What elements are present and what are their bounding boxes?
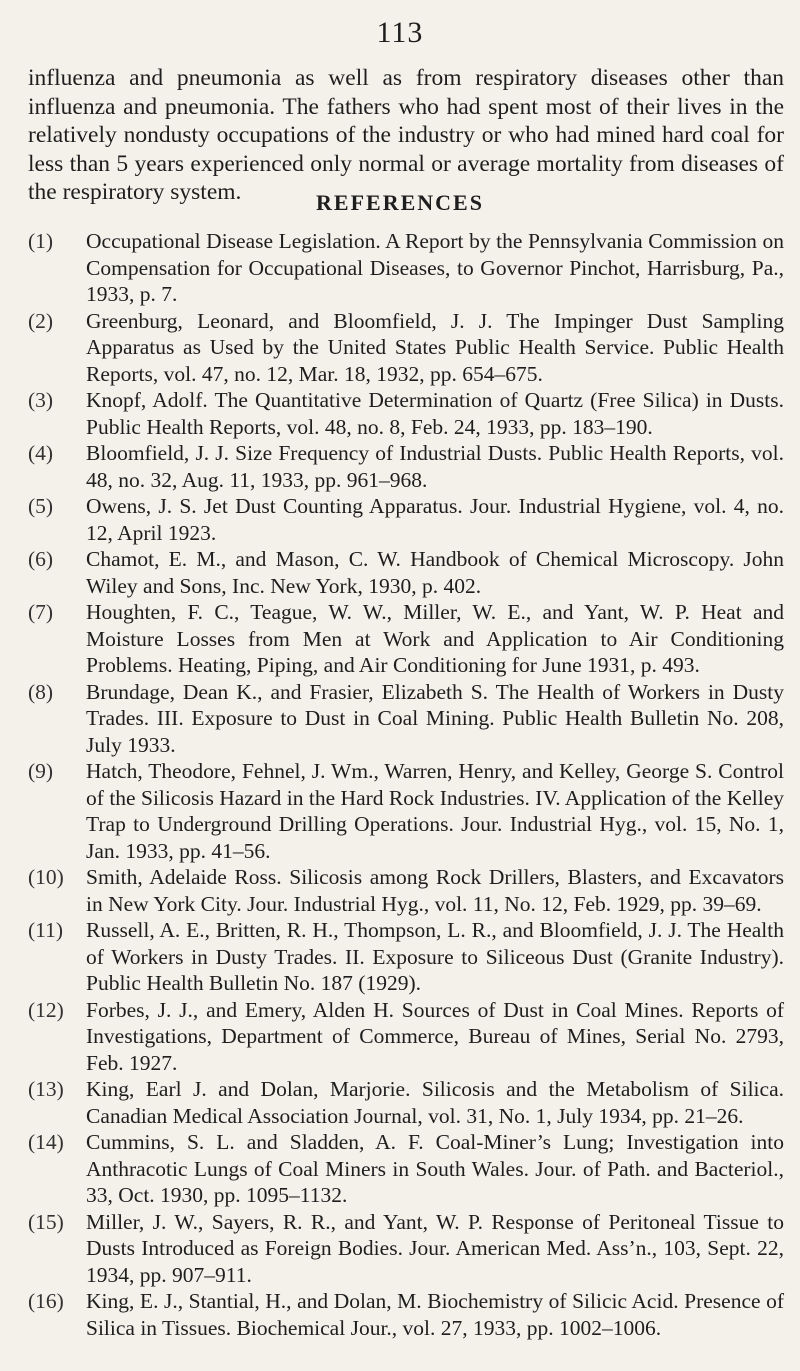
reference-number: (13) bbox=[28, 1077, 64, 1101]
reference-text: Russell, A. E., Britten, R. H., Thompson, L. R., and Bloomfield, J. J. The Health of Workers in Dusty Trades. II. Exposure to Siliceous Dust (Granite Industry). Public Health Bulletin No. 187 (1929). bbox=[86, 918, 784, 995]
reference-number: (16) bbox=[28, 1289, 64, 1313]
reference-item bbox=[28, 1209, 784, 1289]
reference-text: Cummins, S. L. and Sladden, A. F. Coal-Miner’s Lung; Investigation into Anthracotic Lungs of Coal Miners in South Wales. Jour. of Path. and Bacteriol., 33, Oct. 1930, pp. 1095–1132. bbox=[86, 1130, 784, 1207]
reference-item bbox=[28, 599, 784, 679]
reference-number: (1) bbox=[28, 229, 54, 253]
reference-item bbox=[28, 1288, 784, 1341]
reference-number: (2) bbox=[28, 308, 54, 333]
reference-item bbox=[28, 546, 784, 599]
reference-number: (8) bbox=[28, 679, 54, 704]
reference-number: (14) bbox=[28, 1130, 64, 1154]
reference-number: (12) bbox=[28, 997, 64, 1022]
reference-item bbox=[28, 917, 784, 997]
reference-text: Miller, J. W., Sayers, R. R., and Yant, W. P. Response of Peritoneal Tissue to Dusts Introduced as Foreign Bodies. Jour. American Med. Ass’n., 103, Sept. 22, 1934, pp. 907–911. bbox=[86, 1209, 784, 1287]
reference-item bbox=[28, 679, 784, 759]
reference-number: (4) bbox=[28, 441, 54, 465]
reference-text: Hatch, Theodore, Fehnel, J. Wm., Warren, Henry, and Kelley, George S. Control of the Silicosis Hazard in the Hard Rock Industries. IV. Application of the Kelley Trap to Underground Drilling Operations. Jour. Industrial Hyg., vol. 15, No. 1, Jan. 1933, pp. 41–56. bbox=[86, 759, 784, 863]
references-list bbox=[28, 228, 784, 1341]
reference-item bbox=[28, 228, 784, 308]
reference-number: (6) bbox=[28, 547, 54, 571]
reference-number: (11) bbox=[28, 918, 64, 942]
reference-text: Greenburg, Leonard, and Bloomfield, J. J. The Impinger Dust Sampling Apparatus as Used by the United States Public Health Service. Public Health Reports, vol. 47, no. 12, Mar. 18, 1932, pp. 654–675. bbox=[86, 308, 784, 386]
reference-text: Bloomfield, J. J. Size Frequency of Industrial Dusts. Public Health Reports, vol. 48, no. 32, Aug. 11, 1933, pp. 961–968. bbox=[86, 441, 784, 492]
reference-text: Forbes, J. J., and Emery, Alden H. Sources of Dust in Coal Mines. Reports of Investigations, Department of Commerce, Bureau of Mines, Serial No. 2793, Feb. 1927. bbox=[86, 997, 784, 1075]
references-heading: REFERENCES bbox=[316, 190, 484, 215]
reference-text: King, E. J., Stantial, H., and Dolan, M. Biochemistry of Silicic Acid. Presence of Silica in Tissues. Biochemical Jour., vol. 27, 1933, pp. 1002–1006. bbox=[86, 1289, 784, 1340]
reference-item bbox=[28, 1076, 784, 1129]
reference-number: (5) bbox=[28, 494, 54, 518]
reference-number: (3) bbox=[28, 388, 54, 412]
reference-text: King, Earl J. and Dolan, Marjorie. Silicosis and the Metabolism of Silica. Canadian Medical Association Journal, vol. 31, No. 1, July 1934, pp. 21–26. bbox=[86, 1077, 784, 1128]
reference-item bbox=[28, 1129, 784, 1209]
reference-text: Knopf, Adolf. The Quantitative Determination of Quartz (Free Silica) in Dusts. Public Health Reports, vol. 48, no. 8, Feb. 24, 1933, pp. 183–190. bbox=[86, 388, 784, 439]
reference-item bbox=[28, 758, 784, 864]
reference-number: (9) bbox=[28, 759, 54, 783]
reference-number: (7) bbox=[28, 600, 54, 624]
reference-item bbox=[28, 864, 784, 917]
reference-number: (10) bbox=[28, 865, 64, 889]
reference-text: Chamot, E. M., and Mason, C. W. Handbook of Chemical Microscopy. John Wiley and Sons, Inc. New York, 1930, p. 402. bbox=[86, 547, 784, 598]
reference-text: Houghten, F. C., Teague, W. W., Miller, W. E., and Yant, W. P. Heat and Moisture Losses from Men at Work and Application to Air Conditioning Problems. Heating, Piping, and Air Conditioning for June 1931, p. 493. bbox=[86, 600, 784, 677]
reference-item bbox=[28, 493, 784, 546]
reference-text: Occupational Disease Legislation. A Report by the Pennsylvania Commission on Compensation for Occupational Diseases, to Governor Pinchot, Harrisburg, Pa., 1933, p. 7. bbox=[86, 229, 784, 306]
reference-text: Smith, Adelaide Ross. Silicosis among Rock Drillers, Blasters, and Excavators in New York City. Jour. Industrial Hyg., vol. 11, No. 12, Feb. 1929, pp. 39–69. bbox=[86, 865, 784, 916]
reference-item bbox=[28, 387, 784, 440]
reference-item bbox=[28, 997, 784, 1077]
reference-item bbox=[28, 308, 784, 388]
reference-number: (15) bbox=[28, 1209, 64, 1234]
intro-paragraph: influenza and pneumonia as well as from respiratory diseases other than influenza and pneumonia. The fathers who had spent most of their lives in the relatively nondusty occupations of the industry or who had mined hard coal for less than 5 years experienced only normal or average mortality from diseases of the respiratory system. bbox=[28, 65, 784, 205]
page-number: 113 bbox=[376, 16, 424, 49]
reference-text: Brundage, Dean K., and Frasier, Elizabeth S. The Health of Workers in Dusty Trades. III. Exposure to Dust in Coal Mining. Public Health Bulletin No. 208, July 1933. bbox=[86, 679, 784, 757]
reference-item bbox=[28, 440, 784, 493]
reference-text: Owens, J. S. Jet Dust Counting Apparatus. Jour. Industrial Hygiene, vol. 4, no. 12, April 1923. bbox=[86, 494, 784, 545]
